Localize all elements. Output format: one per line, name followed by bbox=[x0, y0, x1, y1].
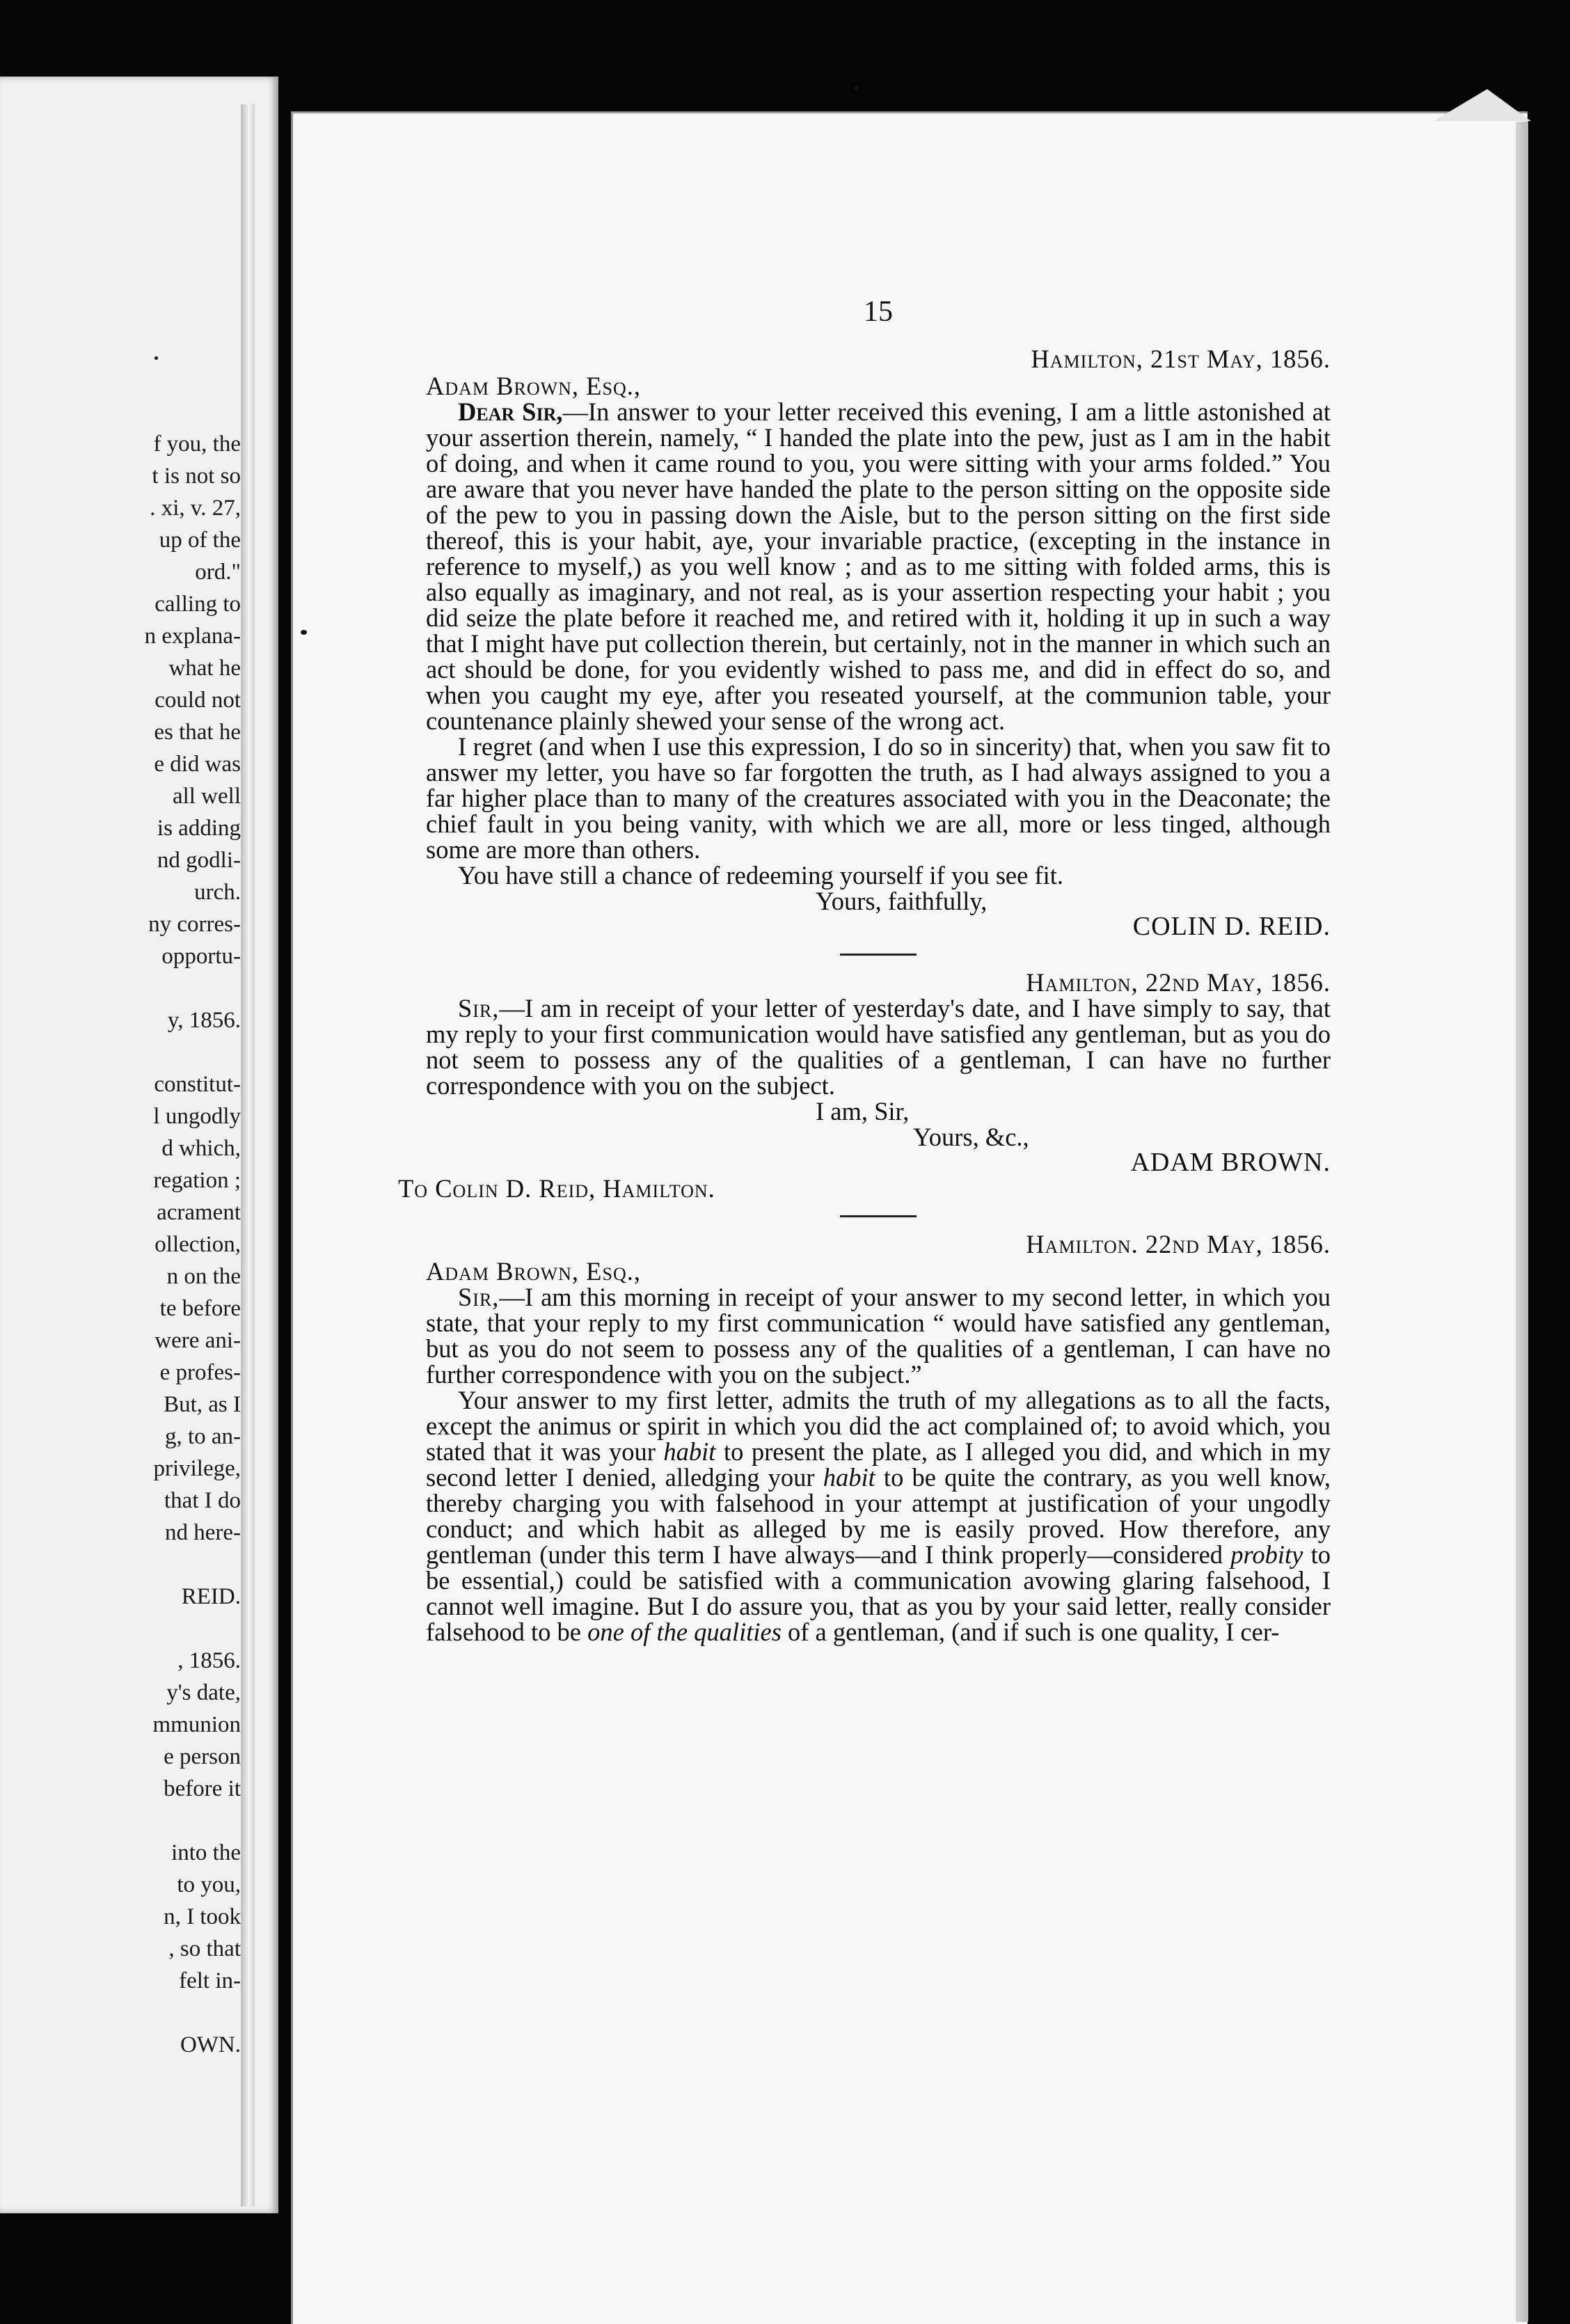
left-page-line bbox=[145, 1036, 241, 1068]
letter2-addressee: To Colin D. Reid, Hamilton. bbox=[398, 1174, 715, 1203]
left-page-line: . xi, v. 27, bbox=[150, 496, 241, 521]
left-page-line: calling to bbox=[154, 592, 241, 617]
left-page-line: f you, the bbox=[153, 432, 241, 457]
paper-speck bbox=[855, 85, 859, 92]
left-page-line: all well bbox=[172, 784, 241, 809]
letter2-close-1: I am, Sir, bbox=[816, 1097, 910, 1125]
left-page-line: up of the bbox=[159, 528, 241, 553]
letter3-date: Hamilton. 22nd May, 1856. bbox=[1026, 1230, 1331, 1258]
left-page-line: e profes- bbox=[159, 1360, 241, 1385]
left-page-line bbox=[145, 1997, 241, 2029]
letter1-signature: COLIN D. REID. bbox=[1132, 912, 1331, 941]
left-page-line: , 1856. bbox=[177, 1648, 241, 1673]
left-page-line: mmunion bbox=[152, 1712, 241, 1737]
page-content bbox=[398, 296, 1331, 1646]
left-page-line: that I do bbox=[164, 1488, 241, 1513]
letter2-date: Hamilton, 22nd May, 1856. bbox=[1026, 968, 1331, 997]
left-page-line: before it bbox=[164, 1776, 241, 1801]
left-page-line: constitut- bbox=[154, 1072, 241, 1097]
letter3-paragraph-2 bbox=[426, 1387, 1331, 1645]
left-page-line: nd here- bbox=[164, 1520, 241, 1545]
left-page-line: l ungodly bbox=[153, 1104, 241, 1129]
letter1-salutation: Adam Brown, Esq., bbox=[426, 372, 641, 400]
letter1-paragraph-1-text: —In answer to your letter received this evening, I am a little astonished at your assertion therein, namely, “ I handed the plate into the pew, just as I am in the habit of doing, and when it came round to you, you were sitting with your arms folded.” You are aware that you never have handed the plate to the person sitting on the opposite side of the pew to you in passing down the Aisle, but to the person sitting on the first side thereof, this is your habit, aye, your invariable practice, (excepting in the instance in reference to myself,) as you well know ; and as to me sitting with folded arms, this is also equally as imaginary, and not real, as is your assertion respecting your habit ; you did seize the plate before it reached me, and retired with it, holding it up in such a way that I might have put collection therein, but certainly, not in the manner in which such an act should be done, for you evidently wished to pass me, and did in effect do so, and when you caught my eye, after you reseated yourself, at the communion table, your countenance plainly shewed your sense of the wrong act. bbox=[426, 397, 1331, 735]
italic-habit: habit bbox=[663, 1437, 716, 1466]
left-page-line: y's date, bbox=[166, 1680, 241, 1705]
left-page-line: es that he bbox=[154, 720, 241, 745]
left-page-line: nd godli- bbox=[157, 848, 241, 873]
section-divider bbox=[840, 1215, 917, 1217]
left-page-line: urch. bbox=[194, 880, 241, 905]
text-run: to be quite the contrary, as you well know, thereby charging you with falsehood in your attempt at justification of your ungodly conduct; and which habit as alleged by me is easily proved. How therefore, any gentleman (under this term I have always—and I think properly—considered bbox=[426, 1463, 1331, 1569]
left-page-line: privilege, bbox=[153, 1456, 241, 1481]
letter2-signature: ADAM BROWN. bbox=[1130, 1148, 1331, 1177]
left-page-line: what he bbox=[168, 656, 241, 681]
left-page-line: to you, bbox=[177, 1872, 241, 1897]
left-page-line: felt in- bbox=[179, 1968, 241, 1993]
letter1-paragraph-1 bbox=[426, 399, 1331, 734]
left-page-line: n explana- bbox=[144, 624, 241, 649]
italic-qualities: one of the qualities bbox=[587, 1618, 782, 1646]
left-facing-page bbox=[0, 77, 278, 2213]
italic-probity: probity bbox=[1230, 1540, 1303, 1569]
left-page-line: n on the bbox=[166, 1264, 241, 1289]
left-page-line: e did was bbox=[154, 752, 241, 777]
left-page-line: acrament bbox=[157, 1200, 241, 1225]
left-page-line: n, I took bbox=[164, 1904, 241, 1929]
paper-speck bbox=[154, 356, 158, 360]
page-gutter bbox=[241, 104, 255, 2206]
letter3-salutation: Adam Brown, Esq., bbox=[426, 1257, 641, 1286]
left-page-line: opportu- bbox=[161, 944, 241, 969]
left-page-line: were ani- bbox=[154, 1328, 241, 1353]
left-page-line: ollection, bbox=[154, 1232, 241, 1257]
left-page-text bbox=[145, 428, 241, 2061]
page-number: 15 bbox=[864, 296, 893, 328]
left-page-line: d which, bbox=[161, 1136, 241, 1161]
text-run: Your answer to my first letter, admits the truth of my allegations as to all the facts, except the animus or spirit in which you did the act complained of; to avoid which, you stated that it was your bbox=[426, 1386, 1331, 1466]
left-page-line: into the bbox=[171, 1840, 241, 1865]
left-page-line: te before bbox=[159, 1296, 241, 1321]
letter2-body-text: —I am in receipt of your letter of yesterday's date, and I have simply to say, that my reply to your first communication would have satisfied any gentleman, but as you do not seem to possess any of the qualities of a gentleman, I can have no further correspondence with you on the subject. bbox=[426, 994, 1331, 1100]
page-corner-curl bbox=[1434, 89, 1531, 121]
left-page-line: is adding bbox=[157, 816, 241, 841]
text-run: to be essential,) could be satisfied with a communication avowing glaring falsehood, I cannot well imagine. But I do assure you, that as you by your said letter, really consider falsehood to be bbox=[426, 1540, 1331, 1646]
left-page-line: REID. bbox=[181, 1584, 241, 1609]
section-divider bbox=[840, 954, 917, 956]
text-run: of a gentleman, (and if such is one quality, I cer- bbox=[781, 1618, 1280, 1646]
letter1-date: Hamilton, 21st May, 1856. bbox=[1031, 345, 1331, 373]
letter1-paragraph-3: You have still a chance of redeeming yourself if you see fit. bbox=[458, 861, 1064, 890]
left-page-line bbox=[145, 1805, 241, 1837]
left-page-line: regation ; bbox=[153, 1168, 241, 1193]
italic-habit: habit bbox=[823, 1463, 875, 1492]
left-page-line: t is not so bbox=[152, 464, 241, 489]
left-page-line bbox=[145, 1549, 241, 1581]
left-page-line: y, 1856. bbox=[167, 1008, 241, 1033]
letter2-opening: Sir, bbox=[458, 994, 500, 1022]
text-run: to present the plate, as I alleged you did, and which in my second letter I denied, alledging your bbox=[426, 1437, 1331, 1492]
left-page-line: But, as I bbox=[164, 1392, 241, 1417]
left-page-line: ny corres- bbox=[148, 912, 241, 937]
letter1-paragraph-2: I regret (and when I use this expression, I do so in sincerity) that, when you saw fit to answer my letter, you have so far forgotten the truth, as I had always assigned to you a far higher place than to many of the creatures associated with you in the Deaconate; the chief fault in you being vanity, with which we are all, more or less tinged, although some are more than others. bbox=[426, 732, 1331, 864]
paper-speck bbox=[301, 630, 307, 635]
left-page-line: e person bbox=[164, 1744, 241, 1769]
left-page-line: g, to an- bbox=[164, 1424, 241, 1449]
letter3-opening: Sir, bbox=[458, 1283, 500, 1311]
letter2-body bbox=[426, 995, 1331, 1098]
letter3-paragraph-1-text: —I am this morning in receipt of your answer to my second letter, in which you state, that your reply to my first communication “ would have satisfied any gentleman, but as you do not seem to possess any of the qualities of a gentleman, I can have no further correspondence with you on the subject.” bbox=[426, 1283, 1331, 1389]
letter1-closing: Yours, faithfully, bbox=[816, 887, 988, 915]
left-page-line: could not bbox=[154, 688, 241, 713]
letter3-paragraph-1 bbox=[426, 1284, 1331, 1387]
left-page-line: , so that bbox=[168, 1936, 241, 1961]
left-page-line: ord." bbox=[195, 560, 241, 585]
left-page-line: OWN. bbox=[180, 2032, 241, 2057]
letter1-opening: Dear Sir, bbox=[458, 397, 563, 426]
left-page-line bbox=[145, 972, 241, 1004]
letter2-close-2: Yours, &c., bbox=[913, 1123, 1029, 1151]
left-page-line bbox=[145, 1613, 241, 1645]
page-edge bbox=[1516, 122, 1528, 2322]
